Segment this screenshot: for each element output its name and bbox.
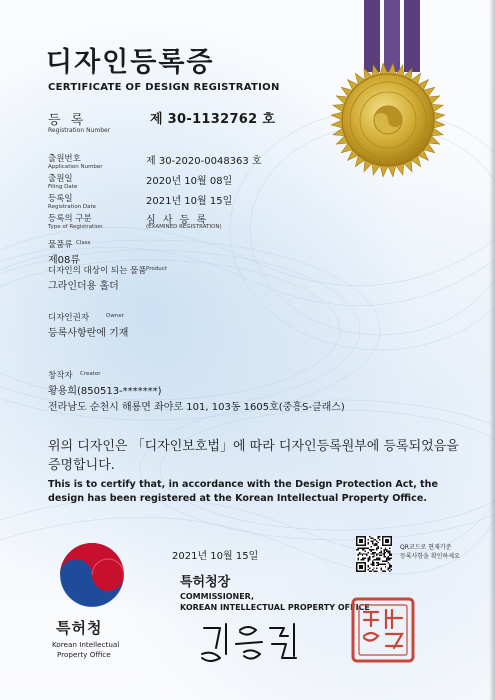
gold-seal-icon <box>330 62 446 178</box>
class-label: 물품류 <box>48 240 73 250</box>
application-number-value: 제 30-2020-0048363 호 <box>146 156 262 167</box>
owner-label: 디자인권자 <box>48 313 90 323</box>
filing-date-value: 2020년 10월 08일 <box>146 176 233 187</box>
product-value: 그라인더용 홀더 <box>48 281 119 292</box>
application-number-label: 출원번호 <box>48 154 81 164</box>
registration-number: 제 30-1132762 호 <box>150 112 276 127</box>
registration-type-label-english: Type of Registration <box>48 224 103 230</box>
registration-date-value: 2021년 10월 15일 <box>146 196 233 207</box>
creator-address: 전라남도 순천시 해룡면 좌야로 101, 103동 1605호(중흥S-클래스) <box>48 402 345 413</box>
registration-label-english: Registration Number <box>48 127 111 134</box>
class-label-english: Class <box>76 240 91 246</box>
owner-label-english: Owner <box>106 313 124 319</box>
document-title-english: CERTIFICATE OF DESIGN REGISTRATION <box>48 82 280 93</box>
certification-statement-korean: 위의 디자인은 「디자인보호법」에 따라 디자인등록원부에 등록되었음을 증명합니다. <box>48 439 459 473</box>
agency-name-english-line-1: Korean Intellectual <box>52 640 120 649</box>
registration-type-label: 등록의 구분 <box>48 214 92 224</box>
owner-value: 등록사항란에 기재 <box>48 328 129 339</box>
agency-name-english-line-2: Property Office <box>57 650 111 659</box>
registration-date-label: 등록일 <box>48 194 73 204</box>
product-label: 디자인의 대상이 되는 물품 <box>48 266 147 276</box>
kipo-taeguk-emblem-icon <box>57 540 127 610</box>
commissioner-title-korean: 특허청장 <box>180 575 231 590</box>
creator-label: 창작자 <box>48 371 73 381</box>
issue-date: 2021년 10월 15일 <box>172 551 259 562</box>
qr-code-icon <box>356 536 392 572</box>
filing-date-label: 출원일 <box>48 174 73 184</box>
application-number-label-english: Application Number <box>48 164 103 170</box>
official-red-stamp <box>350 596 416 664</box>
creator-value: 황용희(850513-*******) <box>48 386 162 397</box>
creator-label-english: Creator <box>80 371 101 377</box>
page-edge-shadow <box>489 0 495 700</box>
qr-note-line-2: 등록사항을 확인하세요 <box>400 553 460 560</box>
product-label-english: Product <box>146 266 167 272</box>
registration-label: 등 록 <box>48 113 87 128</box>
commissioner-signature <box>196 618 306 666</box>
agency-name-korean: 특허청 <box>56 619 103 637</box>
office-name-english: KOREAN INTELLECTUAL PROPERTY OFFICE <box>180 603 370 612</box>
registration-type-value-english: (EXAMINED REGISTRATION) <box>146 224 222 230</box>
document-title-korean: 디자인등록증 <box>46 47 215 78</box>
class-value: 제08류 <box>48 255 81 266</box>
filing-date-label-english: Filing Date <box>48 184 78 190</box>
registration-type-value: 심 사 등 록 <box>146 215 209 226</box>
qr-note-line-1: QR코드로 현재기준 <box>400 544 452 551</box>
qr-code-note <box>400 543 480 561</box>
registration-date-label-english: Registration Date <box>48 204 97 210</box>
commissioner-title-english: COMMISSIONER, <box>180 592 255 601</box>
certification-statement-english: This is to certify that, in accordance with the Design Protection Act, the design has been registered at the Korean Intellectual Property Office. <box>48 479 438 504</box>
